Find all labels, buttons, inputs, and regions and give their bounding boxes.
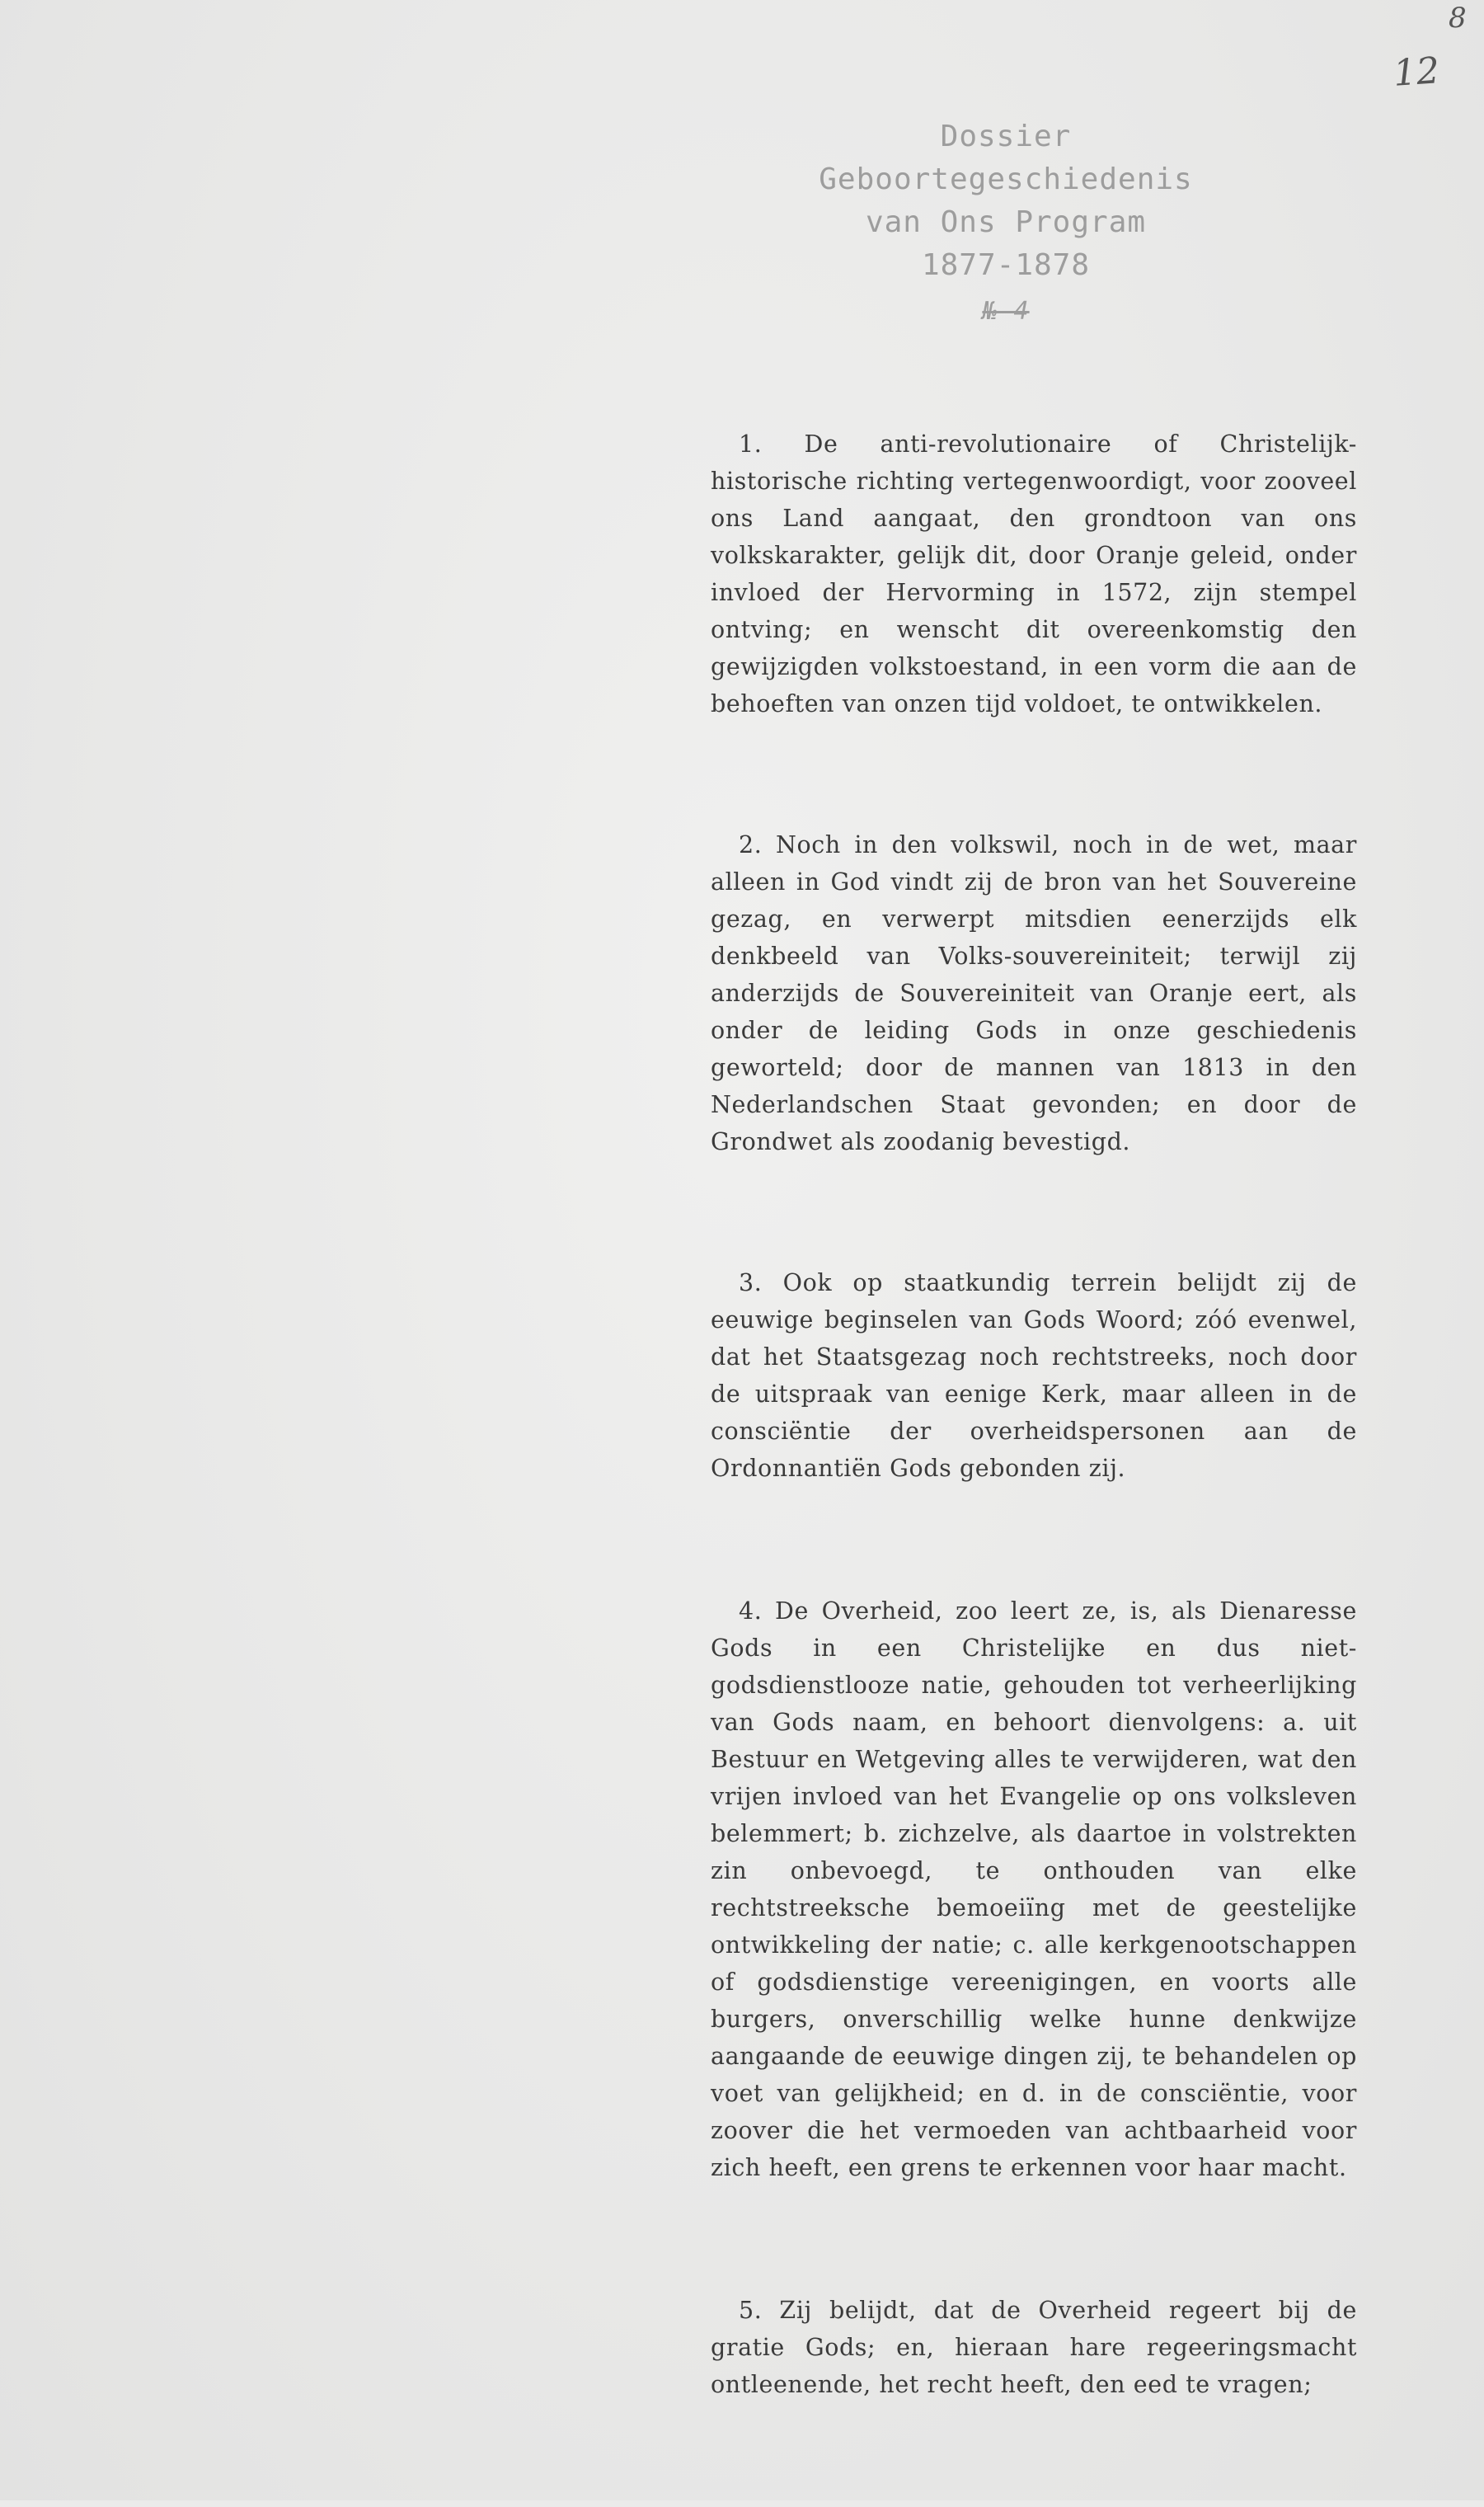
paragraph-1 — [711, 426, 1357, 722]
stamp-line-dossier: Dossier — [940, 120, 1072, 153]
paragraph-text: Ook op staatkundig terrein belijdt zij de eeuwige beginselen van Gods Woord; zóó evenwel, dat het Staatsgezag noch rechtstreeks, noch door de uitspraak van eenige Kerk, maar alleen in de consciëntie der overheidspersonen aan de Ordonnantiën Gods gebonden zij. — [711, 1269, 1357, 1482]
stamp-line-years: 1877-1878 — [921, 248, 1091, 282]
handwritten-number-top: 8 — [1449, 2, 1467, 35]
archive-stamp — [791, 115, 1220, 333]
paragraph-4 — [711, 1592, 1357, 2186]
paragraph-text: Noch in den volkswil, noch in de wet, maar alleen in God vindt zij de bron van het Souvereine gezag, en verwerpt mitsdien eenerzijds elk denkbeeld van Volks-souvereiniteit; terwijl zij anderzijds de Souvereiniteit van Oranje eert, als onder de leiding Gods in onze geschiedenis geworteld; door de mannen van 1813 in den Nederlandschen Staat gevonden; en door de Grondwet als zoodanig bevestigd. — [711, 831, 1357, 1155]
stamp-line-program: van Ons Program — [865, 205, 1147, 239]
paragraph-number: 1. — [739, 430, 763, 458]
handwritten-page-number: 12 — [1392, 49, 1441, 95]
paragraph-2 — [711, 826, 1357, 1160]
paragraph-text: De anti-revolutionaire of Christelijk-historische richting vertegenwoordigt, voor zooveel ons Land aangaat, den grondtoon van ons volkskarakter, gelijk dit, door Oranje geleid, onder invloed der Hervorming in 1572, zijn stempel ontving; en wenscht dit overeenkomstig den gewijzigden volkstoestand, in een vorm die aan de behoeften van onzen tijd voldoet, te ontwikkelen. — [711, 430, 1357, 717]
paragraph-text: Zij belijdt, dat de Overheid regeert bij de gratie Gods; en, hieraan hare regeeringsmacht ontleenende, het recht heeft, den eed te vragen; — [711, 2297, 1357, 2398]
body-text — [711, 426, 1357, 2507]
stamp-line-title: Geboortegeschiedenis — [819, 162, 1193, 196]
paragraph-text: De Overheid, zoo leert ze, is, als Dienaresse Gods in een Christelijke en dus niet-godsdienstlooze natie, gehouden tot verheerlijking van Gods naam, en behoort dienvolgens: a. uit Bestuur en Wetgeving alles te verwijderen, wat den vrijen invloed van het Evangelie op ons volksleven belemmert; b. zichzelve, als daartoe in volstrekten zin onbevoegd, te onthouden van elke rechtstreeksche bemoeiïng met de geestelijke ontwikkeling der natie; c. alle kerkgenootschappen of godsdienstige vereenigingen, en voorts alle burgers, onverschillig welke hunne denkwijze aangaande de eeuwige dingen zij, te behandelen op voet van gelijkheid; en d. in de consciëntie, voor zoover die het vermoeden van achtbaarheid voor zich heeft, een grens te erkennen voor haar macht. — [711, 1597, 1357, 2181]
paragraph-5 — [711, 2292, 1357, 2403]
paragraph-number: 2. — [739, 831, 763, 858]
paragraph-number: 3. — [739, 1269, 763, 1296]
paragraph-3 — [711, 1264, 1357, 1487]
paragraph-number: 4. — [739, 1597, 763, 1625]
paragraph-number: 5. — [739, 2297, 763, 2324]
stamp-line-number: № 4 — [982, 297, 1030, 326]
